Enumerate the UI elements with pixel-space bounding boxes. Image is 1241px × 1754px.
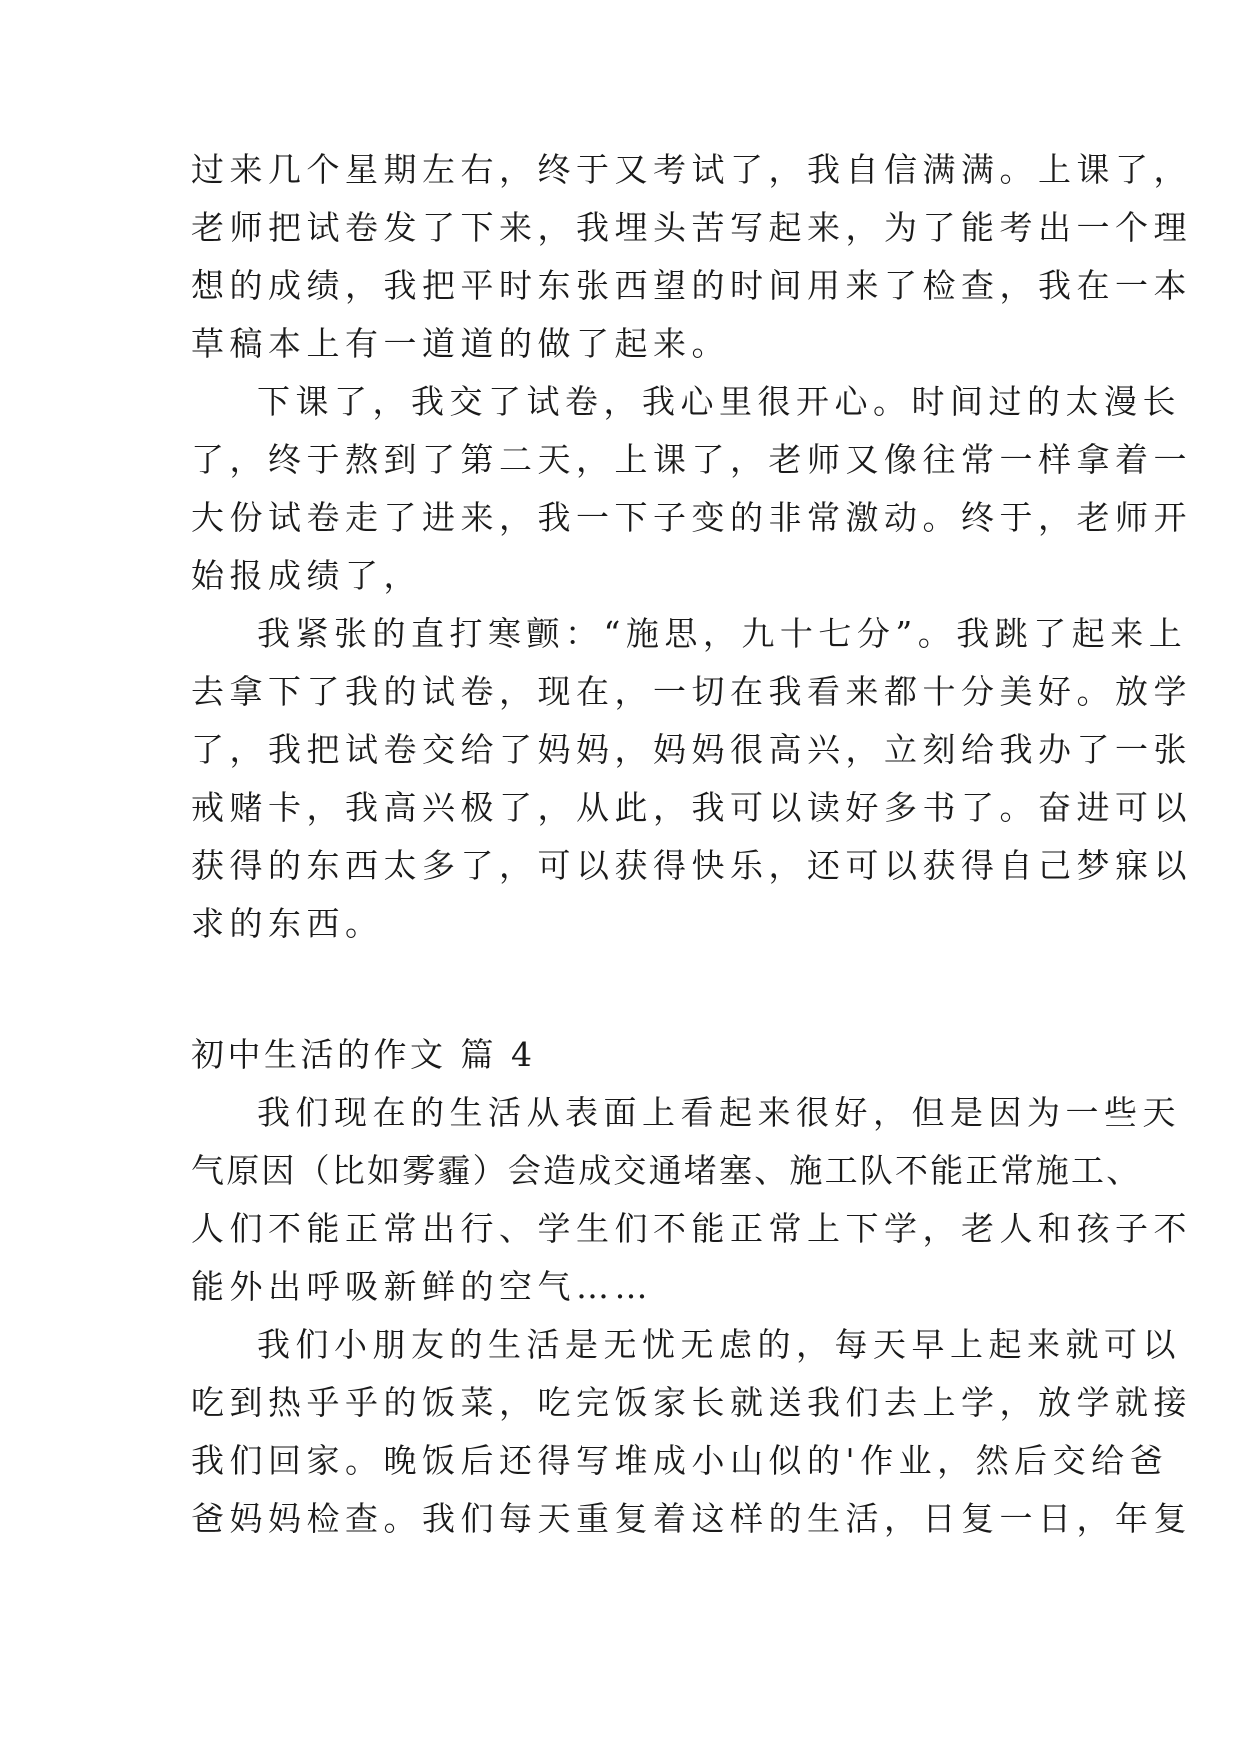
text-line: 爸妈妈检查。我们每天重复着这样的生活，日复一日，年复 (191, 1499, 1192, 1538)
text-line: 去拿下了我的试卷，现在，一切在我看来都十分美好。放学 (191, 672, 1192, 711)
text-line: 获得的东西太多了，可以获得快乐，还可以获得自己梦寐以 (191, 846, 1192, 885)
section-heading: 初中生活的作文 篇 4 (191, 1035, 536, 1074)
text-line: 始报成绩了， (191, 556, 422, 595)
text-line: 气原因（比如雾霾）会造成交通堵塞、施工队不能正常施工、 (191, 1151, 1142, 1190)
text-line: 我们回家。晚饭后还得写堆成小山似的'作业，然后交给爸 (191, 1441, 1169, 1480)
text-line: 了，我把试卷交给了妈妈，妈妈很高兴，立刻给我办了一张 (191, 730, 1192, 769)
paragraph-first-line: 下课了，我交了试卷，我心里很开心。时间过的太漫长 (257, 382, 1181, 421)
paragraph-first-line: 我们现在的生活从表面上看起来很好，但是因为一些天 (257, 1093, 1181, 1132)
text-line: 求的东西。 (191, 904, 384, 943)
text-line: 大份试卷走了进来，我一下子变的非常激动。终于，老师开 (191, 498, 1192, 537)
text-line: 老师把试卷发了下来，我埋头苦写起来，为了能考出一个理 (191, 208, 1192, 247)
text-line: 能外出呼吸新鲜的空气…… (191, 1267, 653, 1306)
text-line: 了，终于熬到了第二天，上课了，老师又像往常一样拿着一 (191, 440, 1192, 479)
paragraph-first-line: 我们小朋友的生活是无忧无虑的，每天早上起来就可以 (257, 1325, 1181, 1364)
text-line: 人们不能正常出行、学生们不能正常上下学，老人和孩子不 (191, 1209, 1192, 1248)
paragraph-first-line: 我紧张的直打寒颤：“施思，九十七分”。我跳了起来上 (257, 614, 1188, 653)
text-line: 想的成绩，我把平时东张西望的时间用来了检查，我在一本 (191, 266, 1192, 305)
text-line: 吃到热乎乎的饭菜，吃完饭家长就送我们去上学，放学就接 (191, 1383, 1192, 1422)
text-line: 戒赌卡，我高兴极了，从此，我可以读好多书了。奋进可以 (191, 788, 1192, 827)
text-line: 过来几个星期左右，终于又考试了，我自信满满。上课了， (191, 150, 1192, 189)
text-line: 草稿本上有一道道的做了起来。 (191, 324, 730, 363)
